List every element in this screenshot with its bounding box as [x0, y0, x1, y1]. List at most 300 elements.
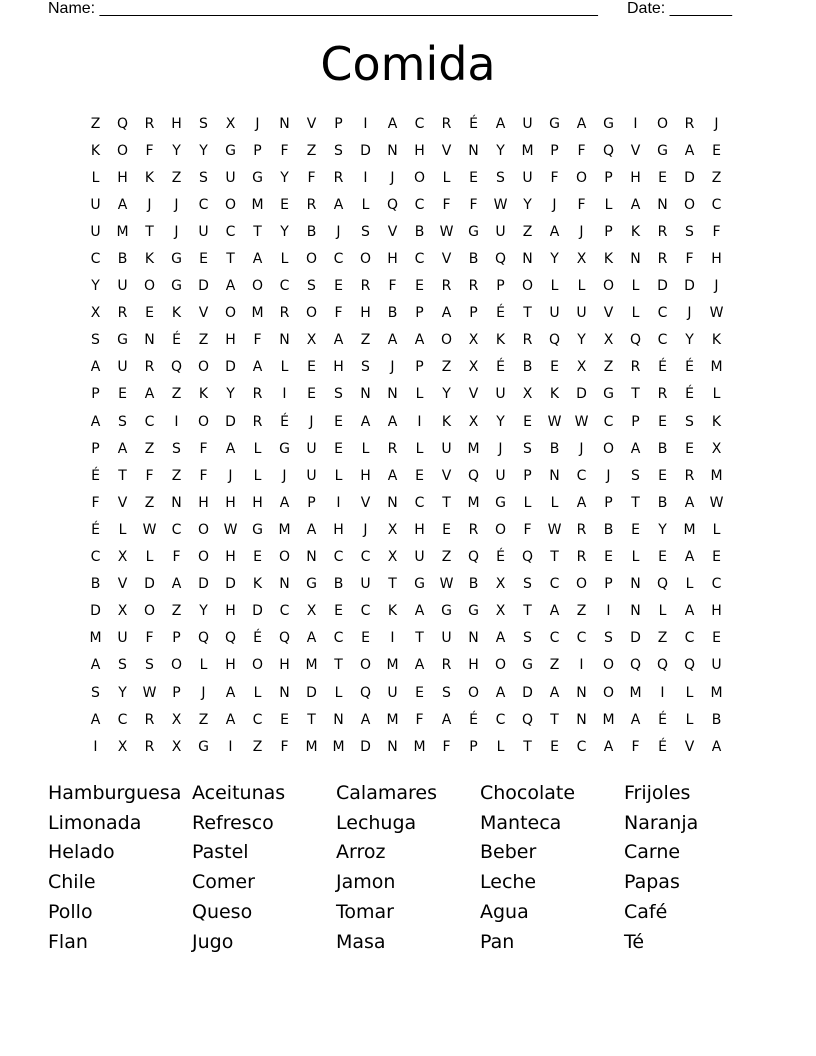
grid-letter[interactable]: H	[333, 359, 344, 376]
grid-letter[interactable]: L	[712, 386, 721, 403]
grid-letter[interactable]: V	[306, 115, 317, 132]
grid-letter[interactable]: C	[603, 413, 614, 430]
grid-letter[interactable]: G	[468, 223, 479, 240]
grid-letter[interactable]: A	[171, 576, 182, 593]
grid-letter[interactable]: H	[711, 603, 722, 620]
grid-letter[interactable]: D	[225, 359, 236, 376]
grid-letter[interactable]: G	[171, 278, 182, 295]
grid-letter[interactable]: F	[145, 142, 154, 159]
grid-letter[interactable]: X	[576, 251, 587, 268]
grid-letter[interactable]: O	[467, 684, 480, 701]
grid-letter[interactable]: F	[199, 440, 208, 457]
grid-letter[interactable]: G	[117, 332, 128, 349]
grid-letter[interactable]: Q	[170, 359, 183, 376]
grid-letter[interactable]: D	[198, 278, 209, 295]
grid-letter[interactable]: Z	[711, 169, 722, 186]
grid-letter[interactable]: C	[117, 711, 128, 728]
grid-letter[interactable]: H	[360, 467, 371, 484]
grid-letter[interactable]: B	[306, 223, 317, 240]
grid-letter[interactable]: A	[225, 440, 236, 457]
grid-letter[interactable]: A	[414, 603, 425, 620]
grid-letter[interactable]: J	[552, 196, 557, 213]
grid-letter[interactable]: A	[603, 738, 614, 755]
grid-letter[interactable]: K	[171, 305, 182, 322]
grid-letter[interactable]: A	[414, 657, 425, 674]
grid-letter[interactable]: Q	[629, 657, 642, 674]
grid-letter[interactable]: X	[495, 603, 506, 620]
grid-letter[interactable]: S	[118, 413, 127, 430]
grid-letter[interactable]: K	[144, 251, 155, 268]
grid-letter[interactable]: Y	[496, 142, 505, 159]
grid-letter[interactable]: Q	[602, 142, 615, 159]
grid-letter[interactable]: O	[602, 278, 615, 295]
grid-letter[interactable]: V	[468, 386, 479, 403]
grid-letter[interactable]: L	[604, 196, 613, 213]
grid-letter[interactable]: R	[252, 413, 263, 430]
grid-letter[interactable]: A	[495, 630, 506, 647]
grid-letter[interactable]: W	[439, 576, 454, 593]
grid-letter[interactable]: S	[361, 359, 370, 376]
grid-letter[interactable]: Q	[629, 332, 642, 349]
grid-letter[interactable]: E	[280, 711, 289, 728]
grid-letter[interactable]: C	[252, 711, 263, 728]
grid-letter[interactable]: P	[91, 386, 100, 403]
grid-letter[interactable]: N	[522, 251, 533, 268]
grid-letter[interactable]: C	[495, 711, 506, 728]
grid-letter[interactable]: E	[469, 169, 478, 186]
grid-letter[interactable]: U	[117, 359, 128, 376]
grid-letter[interactable]: I	[228, 738, 233, 755]
grid-letter[interactable]: M	[251, 305, 264, 322]
grid-letter[interactable]: E	[361, 630, 370, 647]
grid-letter[interactable]: Z	[144, 494, 155, 511]
grid-letter[interactable]: X	[117, 549, 128, 566]
grid-letter[interactable]: É	[685, 386, 694, 403]
grid-letter[interactable]: W	[142, 684, 157, 701]
grid-letter[interactable]: U	[549, 305, 560, 322]
grid-letter[interactable]: O	[116, 142, 129, 159]
grid-letter[interactable]: O	[602, 684, 615, 701]
grid-letter[interactable]: E	[307, 386, 316, 403]
grid-letter[interactable]: R	[576, 521, 587, 538]
grid-letter[interactable]: S	[685, 413, 694, 430]
grid-letter[interactable]: Z	[441, 359, 452, 376]
grid-letter[interactable]: Z	[441, 549, 452, 566]
grid-letter[interactable]: A	[549, 603, 560, 620]
grid-letter[interactable]: X	[468, 413, 479, 430]
grid-letter[interactable]: F	[631, 738, 640, 755]
grid-letter[interactable]: O	[494, 657, 507, 674]
grid-letter[interactable]: I	[633, 115, 638, 132]
grid-letter[interactable]: X	[306, 603, 317, 620]
grid-letter[interactable]: M	[386, 711, 399, 728]
grid-letter[interactable]: Y	[577, 332, 586, 349]
grid-letter[interactable]: F	[415, 711, 424, 728]
grid-letter[interactable]: F	[172, 549, 181, 566]
grid-letter[interactable]: A	[441, 711, 452, 728]
grid-letter[interactable]: U	[198, 223, 209, 240]
grid-letter[interactable]: E	[334, 440, 343, 457]
grid-letter[interactable]: Z	[171, 169, 182, 186]
grid-letter[interactable]: U	[90, 196, 101, 213]
grid-letter[interactable]: H	[252, 494, 263, 511]
grid-letter[interactable]: J	[228, 467, 233, 484]
grid-letter[interactable]: P	[307, 494, 316, 511]
grid-letter[interactable]: R	[117, 305, 128, 322]
grid-letter[interactable]: E	[415, 467, 424, 484]
grid-letter[interactable]: I	[174, 413, 179, 430]
grid-letter[interactable]: S	[523, 576, 532, 593]
grid-letter[interactable]: A	[117, 196, 128, 213]
grid-letter[interactable]: U	[306, 467, 317, 484]
grid-letter[interactable]: J	[174, 196, 179, 213]
grid-letter[interactable]: U	[117, 630, 128, 647]
grid-letter[interactable]: B	[414, 223, 425, 240]
grid-letter[interactable]: F	[280, 738, 289, 755]
grid-letter[interactable]: C	[144, 413, 155, 430]
grid-letter[interactable]: B	[522, 359, 533, 376]
grid-letter[interactable]: R	[333, 169, 344, 186]
grid-letter[interactable]: N	[630, 603, 641, 620]
grid-letter[interactable]: J	[498, 440, 503, 457]
grid-letter[interactable]: J	[336, 223, 341, 240]
grid-letter[interactable]: K	[549, 386, 560, 403]
grid-letter[interactable]: N	[387, 494, 398, 511]
grid-letter[interactable]: A	[630, 440, 641, 457]
grid-letter[interactable]: P	[172, 630, 181, 647]
grid-letter[interactable]: R	[360, 278, 371, 295]
grid-letter[interactable]: V	[630, 142, 641, 159]
grid-letter[interactable]: T	[523, 738, 532, 755]
grid-letter[interactable]: L	[199, 657, 208, 674]
grid-letter[interactable]: U	[414, 549, 425, 566]
grid-letter[interactable]: T	[631, 386, 640, 403]
grid-letter[interactable]: S	[442, 684, 451, 701]
grid-letter[interactable]: B	[549, 440, 560, 457]
grid-letter[interactable]: B	[117, 251, 128, 268]
grid-letter[interactable]: G	[522, 657, 533, 674]
grid-letter[interactable]: I	[579, 657, 584, 674]
grid-letter[interactable]: A	[495, 684, 506, 701]
grid-letter[interactable]: C	[576, 467, 587, 484]
grid-letter[interactable]: Z	[576, 603, 587, 620]
grid-letter[interactable]: R	[657, 386, 668, 403]
grid-letter[interactable]: R	[441, 278, 452, 295]
grid-letter[interactable]: D	[522, 684, 533, 701]
grid-letter[interactable]: A	[90, 657, 101, 674]
grid-letter[interactable]: B	[657, 494, 668, 511]
grid-letter[interactable]: S	[199, 169, 208, 186]
grid-letter[interactable]: Y	[685, 332, 694, 349]
grid-letter[interactable]: S	[118, 657, 127, 674]
grid-letter[interactable]: U	[522, 115, 533, 132]
grid-letter[interactable]: É	[685, 359, 694, 376]
grid-letter[interactable]: R	[630, 359, 641, 376]
grid-letter[interactable]: É	[496, 549, 505, 566]
grid-letter[interactable]: A	[252, 359, 263, 376]
grid-letter[interactable]: N	[630, 251, 641, 268]
grid-letter[interactable]: L	[658, 603, 667, 620]
grid-letter[interactable]: U	[495, 386, 506, 403]
grid-letter[interactable]: É	[172, 332, 181, 349]
grid-letter[interactable]: K	[198, 386, 209, 403]
grid-letter[interactable]: T	[388, 576, 397, 593]
grid-letter[interactable]: G	[603, 386, 614, 403]
grid-letter[interactable]: Y	[550, 251, 559, 268]
grid-letter[interactable]: P	[523, 467, 532, 484]
grid-letter[interactable]: B	[387, 305, 398, 322]
grid-letter[interactable]: L	[118, 521, 127, 538]
grid-letter[interactable]: T	[442, 494, 451, 511]
grid-letter[interactable]: S	[604, 630, 613, 647]
grid-letter[interactable]: C	[657, 305, 668, 322]
grid-letter[interactable]: Z	[657, 630, 668, 647]
grid-letter[interactable]: E	[199, 251, 208, 268]
grid-letter[interactable]: O	[197, 521, 210, 538]
grid-letter[interactable]: D	[252, 603, 263, 620]
grid-letter[interactable]: A	[387, 332, 398, 349]
grid-letter[interactable]: F	[388, 278, 397, 295]
grid-letter[interactable]: A	[279, 494, 290, 511]
grid-letter[interactable]: R	[441, 657, 452, 674]
grid-letter[interactable]: E	[604, 549, 613, 566]
grid-letter[interactable]: D	[360, 738, 371, 755]
grid-letter[interactable]: F	[550, 169, 559, 186]
grid-letter[interactable]: D	[684, 169, 695, 186]
grid-letter[interactable]: I	[390, 630, 395, 647]
grid-letter[interactable]: J	[201, 684, 206, 701]
grid-letter[interactable]: L	[361, 196, 370, 213]
grid-letter[interactable]: L	[253, 467, 262, 484]
grid-letter[interactable]: H	[630, 169, 641, 186]
grid-letter[interactable]: A	[549, 223, 560, 240]
grid-letter[interactable]: G	[603, 115, 614, 132]
grid-letter[interactable]: F	[199, 467, 208, 484]
grid-letter[interactable]: Z	[171, 386, 182, 403]
grid-letter[interactable]: F	[469, 196, 478, 213]
grid-letter[interactable]: M	[710, 359, 723, 376]
grid-letter[interactable]: A	[549, 684, 560, 701]
grid-letter[interactable]: G	[252, 521, 263, 538]
grid-letter[interactable]: V	[441, 142, 452, 159]
grid-letter[interactable]: D	[90, 603, 101, 620]
grid-letter[interactable]: O	[278, 549, 291, 566]
grid-letter[interactable]: D	[225, 413, 236, 430]
grid-letter[interactable]: F	[307, 169, 316, 186]
grid-letter[interactable]: X	[522, 386, 533, 403]
grid-letter[interactable]: M	[710, 684, 723, 701]
grid-letter[interactable]: L	[577, 278, 586, 295]
grid-letter[interactable]: A	[414, 332, 425, 349]
grid-letter[interactable]: A	[117, 440, 128, 457]
grid-letter[interactable]: O	[197, 413, 210, 430]
grid-letter[interactable]: U	[495, 467, 506, 484]
grid-letter[interactable]: L	[415, 386, 424, 403]
grid-letter[interactable]: P	[604, 576, 613, 593]
grid-letter[interactable]: J	[714, 115, 719, 132]
grid-letter[interactable]: C	[414, 251, 425, 268]
grid-letter[interactable]: O	[197, 549, 210, 566]
grid-letter[interactable]: H	[414, 142, 425, 159]
grid-letter[interactable]: R	[684, 467, 695, 484]
grid-letter[interactable]: C	[90, 251, 101, 268]
grid-letter[interactable]: J	[687, 305, 692, 322]
grid-letter[interactable]: P	[604, 223, 613, 240]
grid-letter[interactable]: O	[305, 251, 318, 268]
grid-letter[interactable]: A	[684, 549, 695, 566]
grid-letter[interactable]: B	[711, 711, 722, 728]
grid-letter[interactable]: Y	[442, 386, 451, 403]
grid-letter[interactable]: C	[333, 549, 344, 566]
grid-letter[interactable]: T	[550, 549, 559, 566]
grid-letter[interactable]: B	[333, 576, 344, 593]
grid-letter[interactable]: N	[387, 386, 398, 403]
grid-letter[interactable]: Y	[226, 386, 235, 403]
grid-letter[interactable]: N	[630, 576, 641, 593]
grid-letter[interactable]: T	[523, 603, 532, 620]
grid-letter[interactable]: F	[685, 251, 694, 268]
grid-letter[interactable]: V	[684, 738, 695, 755]
grid-letter[interactable]: H	[225, 657, 236, 674]
grid-letter[interactable]: W	[547, 521, 562, 538]
grid-letter[interactable]: H	[387, 251, 398, 268]
grid-letter[interactable]: J	[363, 521, 368, 538]
grid-letter[interactable]: R	[468, 278, 479, 295]
grid-letter[interactable]: X	[711, 440, 722, 457]
grid-letter[interactable]: J	[174, 223, 179, 240]
grid-letter[interactable]: M	[629, 684, 642, 701]
grid-letter[interactable]: A	[684, 494, 695, 511]
grid-letter[interactable]: C	[414, 494, 425, 511]
grid-letter[interactable]: S	[361, 223, 370, 240]
grid-letter[interactable]: L	[442, 169, 451, 186]
grid-letter[interactable]: J	[579, 440, 584, 457]
grid-letter[interactable]: P	[469, 305, 478, 322]
grid-letter[interactable]: A	[90, 711, 101, 728]
grid-letter[interactable]: U	[225, 169, 236, 186]
grid-letter[interactable]: S	[523, 630, 532, 647]
grid-letter[interactable]: E	[307, 359, 316, 376]
grid-letter[interactable]: P	[550, 142, 559, 159]
grid-letter[interactable]: J	[390, 169, 395, 186]
grid-letter[interactable]: Y	[280, 169, 289, 186]
grid-letter[interactable]: A	[630, 196, 641, 213]
grid-letter[interactable]: B	[90, 576, 101, 593]
grid-letter[interactable]: Q	[683, 657, 696, 674]
grid-letter[interactable]: R	[144, 359, 155, 376]
grid-letter[interactable]: E	[415, 684, 424, 701]
grid-letter[interactable]: R	[144, 115, 155, 132]
grid-letter[interactable]: É	[496, 359, 505, 376]
grid-letter[interactable]: A	[306, 630, 317, 647]
grid-letter[interactable]: Q	[386, 196, 399, 213]
grid-letter[interactable]: F	[280, 142, 289, 159]
grid-letter[interactable]: A	[225, 711, 236, 728]
grid-letter[interactable]: A	[576, 115, 587, 132]
grid-letter[interactable]: H	[198, 494, 209, 511]
grid-letter[interactable]: O	[440, 332, 453, 349]
grid-letter[interactable]: R	[306, 196, 317, 213]
grid-letter[interactable]: É	[496, 305, 505, 322]
grid-letter[interactable]: Q	[359, 684, 372, 701]
grid-letter[interactable]: L	[253, 684, 262, 701]
grid-letter[interactable]: O	[413, 169, 426, 186]
grid-letter[interactable]: X	[387, 549, 398, 566]
grid-letter[interactable]: U	[306, 440, 317, 457]
grid-letter[interactable]: A	[252, 251, 263, 268]
grid-letter[interactable]: T	[631, 494, 640, 511]
grid-letter[interactable]: U	[522, 169, 533, 186]
grid-letter[interactable]: Q	[494, 251, 507, 268]
grid-letter[interactable]: I	[363, 169, 368, 186]
grid-letter[interactable]: N	[279, 332, 290, 349]
grid-letter[interactable]: Z	[549, 657, 560, 674]
grid-letter[interactable]: C	[333, 630, 344, 647]
grid-letter[interactable]: A	[495, 115, 506, 132]
grid-letter[interactable]: C	[576, 738, 587, 755]
grid-letter[interactable]: A	[711, 738, 722, 755]
grid-letter[interactable]: X	[468, 359, 479, 376]
grid-letter[interactable]: S	[307, 278, 316, 295]
grid-letter[interactable]: T	[118, 467, 127, 484]
grid-letter[interactable]: H	[414, 521, 425, 538]
grid-letter[interactable]: C	[333, 251, 344, 268]
grid-letter[interactable]: M	[386, 657, 399, 674]
grid-letter[interactable]: G	[171, 251, 182, 268]
grid-letter[interactable]: R	[468, 521, 479, 538]
grid-letter[interactable]: H	[711, 251, 722, 268]
grid-letter[interactable]: O	[143, 603, 156, 620]
grid-letter[interactable]: L	[631, 278, 640, 295]
grid-letter[interactable]: V	[117, 494, 128, 511]
grid-letter[interactable]: B	[468, 576, 479, 593]
grid-letter[interactable]: Q	[656, 657, 669, 674]
grid-letter[interactable]: Z	[306, 142, 317, 159]
grid-letter[interactable]: J	[579, 223, 584, 240]
grid-letter[interactable]: I	[606, 603, 611, 620]
grid-letter[interactable]: F	[577, 142, 586, 159]
grid-letter[interactable]: I	[282, 386, 287, 403]
grid-letter[interactable]: L	[91, 169, 100, 186]
grid-letter[interactable]: P	[496, 278, 505, 295]
grid-letter[interactable]: W	[223, 521, 238, 538]
grid-letter[interactable]: I	[417, 413, 422, 430]
grid-letter[interactable]: X	[171, 711, 182, 728]
grid-letter[interactable]: H	[279, 657, 290, 674]
grid-letter[interactable]: Q	[548, 332, 561, 349]
grid-letter[interactable]: M	[89, 630, 102, 647]
grid-letter[interactable]: A	[90, 413, 101, 430]
grid-letter[interactable]: J	[390, 359, 395, 376]
grid-letter[interactable]: A	[225, 684, 236, 701]
grid-letter[interactable]: X	[495, 576, 506, 593]
grid-letter[interactable]: N	[549, 467, 560, 484]
grid-letter[interactable]: É	[91, 467, 100, 484]
grid-letter[interactable]: D	[360, 142, 371, 159]
grid-letter[interactable]: R	[441, 115, 452, 132]
grid-letter[interactable]: C	[549, 630, 560, 647]
grid-letter[interactable]: K	[630, 223, 641, 240]
grid-letter[interactable]: Z	[171, 467, 182, 484]
grid-letter[interactable]: E	[280, 196, 289, 213]
grid-letter[interactable]: U	[360, 576, 371, 593]
grid-letter[interactable]: Y	[280, 223, 289, 240]
grid-letter[interactable]: É	[280, 413, 289, 430]
grid-letter[interactable]: R	[657, 251, 668, 268]
grid-letter[interactable]: M	[521, 142, 534, 159]
grid-letter[interactable]: Z	[198, 332, 209, 349]
grid-letter[interactable]: F	[145, 630, 154, 647]
